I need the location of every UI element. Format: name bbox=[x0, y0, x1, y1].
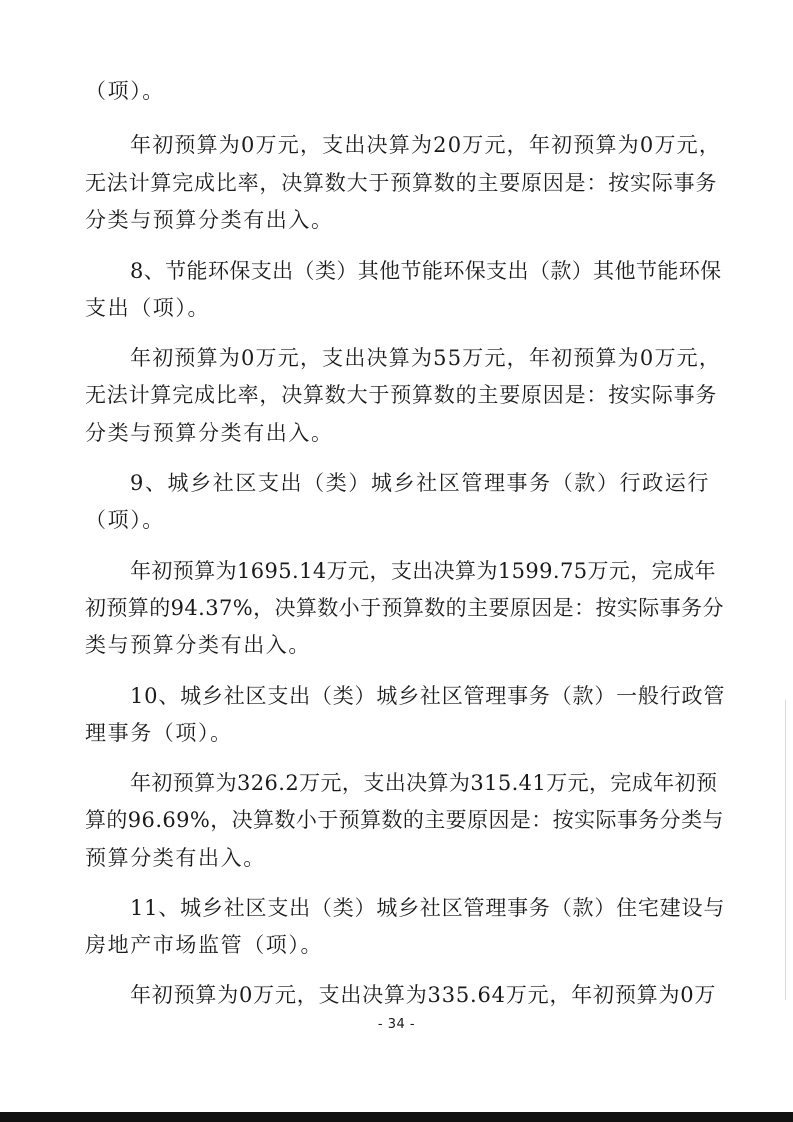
body-text-line: 预算分类有出入。 bbox=[85, 846, 266, 870]
body-text-line: 年初预算为1695.14万元，支出决算为1599.75万元，完成年 bbox=[130, 559, 716, 583]
body-text-line: 11、城乡社区支出（类）城乡社区管理事务（款）住宅建设与 bbox=[130, 896, 726, 920]
body-text-line: 无法计算完成比率，决算数大于预算数的主要原因是：按实际事务 bbox=[85, 171, 718, 195]
body-text-line: 年初预算为0万元，支出决算为55万元，年初预算为0万元， bbox=[130, 346, 722, 370]
body-text-line: 分类与预算分类有出入。 bbox=[85, 421, 334, 445]
body-text-line: （项）。 bbox=[85, 79, 165, 103]
body-text-line: 分类与预算分类有出入。 bbox=[85, 208, 334, 232]
body-text-line: （项）。 bbox=[85, 508, 165, 532]
body-text-line: 无法计算完成比率，决算数大于预算数的主要原因是：按实际事务 bbox=[85, 383, 718, 407]
body-text-line: 支出（项）。 bbox=[85, 296, 211, 320]
body-text-line: 9、城乡社区支出（类）城乡社区管理事务（款）行政运行 bbox=[130, 471, 710, 495]
body-text-line: 10、城乡社区支出（类）城乡社区管理事务（款）一般行政管 bbox=[130, 684, 726, 708]
body-text-line: 理事务（项）。 bbox=[85, 721, 233, 745]
body-text-line: 算的96.69%，决算数小于预算数的主要原因是：按实际事务分类与 bbox=[85, 808, 724, 832]
body-text-line: 8、节能环保支出（类）其他节能环保支出（款）其他节能环保 bbox=[130, 259, 722, 283]
page-number: - 34 - bbox=[377, 1017, 416, 1032]
body-text-line: 年初预算为326.2万元，支出决算为315.41万元，完成年初预 bbox=[130, 771, 718, 795]
body-text-line: 年初预算为0万元，支出决算为335.64万元，年初预算为0万 bbox=[130, 983, 717, 1007]
body-text-line: 年初预算为0万元，支出决算为20万元，年初预算为0万元， bbox=[130, 133, 722, 157]
scan-bottom-edge bbox=[0, 1112, 793, 1122]
scan-margin-mark bbox=[785, 700, 786, 1000]
body-text-line: 类与预算分类有出入。 bbox=[85, 633, 311, 657]
body-text-line: 房地产市场监管（项）。 bbox=[85, 933, 324, 957]
body-text-line: 初预算的94.37%，决算数小于预算数的主要原因是：按实际事务分 bbox=[85, 596, 724, 620]
